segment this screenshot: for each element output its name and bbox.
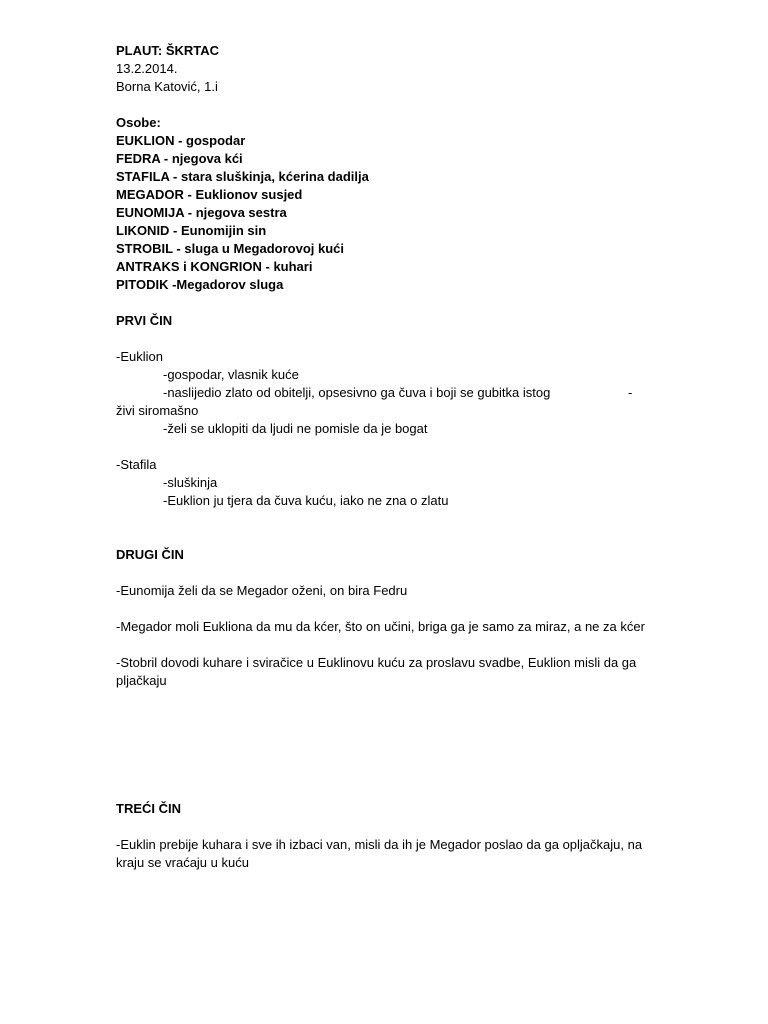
act2-heading: DRUGI ČIN <box>116 547 184 562</box>
spacer <box>116 510 656 546</box>
spacer <box>116 96 656 114</box>
act1-euklion-item-text: -naslijedio zlato od obitelji, opsesivno ga čuva i boji se gubitka istog <box>163 385 551 400</box>
spacer <box>116 330 656 348</box>
character-item: FEDRA - njegova kći <box>116 151 243 166</box>
act1-stafila-item: -Euklion ju tjera da čuva kuću, iako ne zna o zlatu <box>163 493 449 508</box>
act1-euklion-item: -želi se uklopiti da ljudi ne pomisle da je bogat <box>163 421 428 436</box>
act2-paragraph: -Megador moli Eukliona da mu da kćer, što on učini, briga ga je samo za miraz, a ne za kćer <box>116 619 645 634</box>
act3-paragraph: -Euklin prebije kuhara i sve ih izbaci van, misli da ih je Megador poslao da ga opljačkaju, na kraju se vraćaju u kuću <box>116 837 643 870</box>
spacer <box>116 564 656 582</box>
character-item: MEGADOR - Euklionov susjed <box>116 187 303 202</box>
spacer <box>116 690 656 800</box>
character-item: LIKONID - Eunomijin sin <box>116 223 267 238</box>
document-title: PLAUT: ŠKRTAC <box>116 43 220 58</box>
spacer <box>116 438 656 456</box>
character-item: STROBIL - sluga u Megadorovoj kući <box>116 241 345 256</box>
document-page <box>116 42 656 872</box>
spacer <box>116 636 656 654</box>
character-item: PITODIK -Megadorov sluga <box>116 277 284 292</box>
document-date: 13.2.2014. <box>116 61 178 76</box>
character-item: EUNOMIJA - njegova sestra <box>116 205 287 220</box>
character-item: EUKLION - gospodar <box>116 133 246 148</box>
act1-stafila-label: -Stafila <box>116 457 157 472</box>
characters-heading: Osobe: <box>116 115 161 130</box>
act3-heading: TREĆI ČIN <box>116 801 181 816</box>
act1-euklion-wrap: živi siromašno <box>116 403 199 418</box>
spacer <box>116 818 656 836</box>
character-item: STAFILA - stara sluškinja, kćerina dadilja <box>116 169 369 184</box>
spacer <box>116 600 656 618</box>
spacer <box>116 294 656 312</box>
act1-euklion-trailing-dash: - <box>628 385 633 400</box>
act1-euklion-label: -Euklion <box>116 349 163 364</box>
act2-paragraph: -Eunomija želi da se Megador oženi, on bira Fedru <box>116 583 408 598</box>
act1-euklion-item: -gospodar, vlasnik kuće <box>163 367 299 382</box>
act1-euklion-item <box>116 384 656 402</box>
document-author: Borna Katović, 1.i <box>116 79 218 94</box>
act2-paragraph: -Stobril dovodi kuhare i sviračice u Euklinovu kuću za proslavu svadbe, Euklion misli da ga pljačkaju <box>116 655 637 688</box>
character-item: ANTRAKS i KONGRION - kuhari <box>116 259 313 274</box>
act1-stafila-item: -sluškinja <box>163 475 218 490</box>
act1-heading: PRVI ČIN <box>116 313 173 328</box>
